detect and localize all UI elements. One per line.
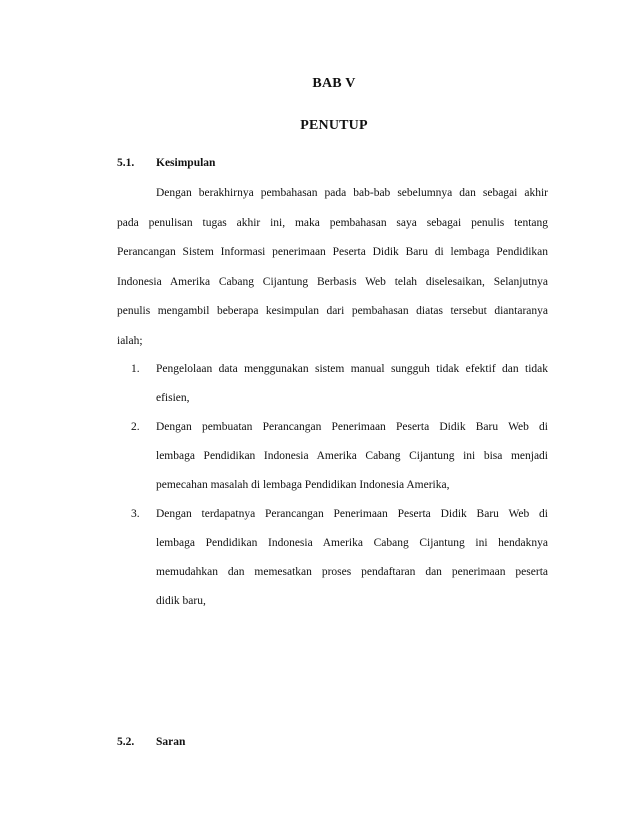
- list-item-line: didik baru,: [156, 595, 206, 607]
- list-item-line: efisien,: [156, 392, 190, 404]
- list-item-line: Dengan pembuatan Perancangan Penerimaan Peserta Didik Baru Web di: [156, 421, 548, 433]
- chapter-title: BAB V: [312, 76, 356, 91]
- paragraph-line: penulis mengambil beberapa kesimpulan dari pembahasan diatas tersebut diantaranya: [117, 305, 548, 317]
- chapter-subtitle: PENUTUP: [300, 118, 368, 133]
- list-item-line: lembaga Pendidikan Indonesia Amerika Cabang Cijantung ini bisa menjadi: [156, 450, 548, 462]
- section-title: Kesimpulan: [156, 157, 216, 169]
- list-item: [117, 500, 548, 616]
- list-item: [117, 413, 548, 500]
- section-heading-saran: [117, 734, 185, 750]
- list-item-line: lembaga Pendidikan Indonesia Amerika Cabang Cijantung ini hendaknya: [156, 537, 548, 549]
- list-item-line: memudahkan dan memesatkan proses pendaftaran dan penerimaan peserta: [156, 566, 548, 578]
- section-number: 5.2.: [117, 736, 135, 748]
- paragraph-line: ialah;: [117, 334, 143, 347]
- section-number: 5.1.: [117, 157, 135, 169]
- list-item-number: 3.: [131, 508, 140, 520]
- paragraph-line: pada penulisan tugas akhir ini, maka pembahasan saya sebagai penulis tentang: [117, 216, 548, 229]
- list-item: [117, 355, 548, 413]
- intro-paragraph: [117, 179, 548, 356]
- list-item-line: Pengelolaan data menggunakan sistem manual sungguh tidak efektif dan tidak: [156, 363, 548, 375]
- list-item-line: pemecahan masalah di lembaga Pendidikan Indonesia Amerika,: [156, 479, 450, 491]
- list-item-line: Dengan terdapatnya Perancangan Penerimaan Peserta Didik Baru Web di: [156, 508, 548, 520]
- list-item-number: 2.: [131, 421, 140, 433]
- paragraph-line: Indonesia Amerika Cabang Cijantung Berbasis Web telah diselesaikan, Selanjutnya: [117, 275, 548, 288]
- section-title: Saran: [156, 736, 186, 748]
- list-item-number: 1.: [131, 363, 140, 375]
- paragraph-line: Dengan berakhirnya pembahasan pada bab-bab sebelumnya dan sebagai akhir: [156, 187, 548, 199]
- conclusion-list: [117, 355, 548, 616]
- paragraph-line: Perancangan Sistem Informasi penerimaan Peserta Didik Baru di lembaga Pendidikan: [117, 246, 548, 258]
- section-heading-kesimpulan: [117, 155, 215, 171]
